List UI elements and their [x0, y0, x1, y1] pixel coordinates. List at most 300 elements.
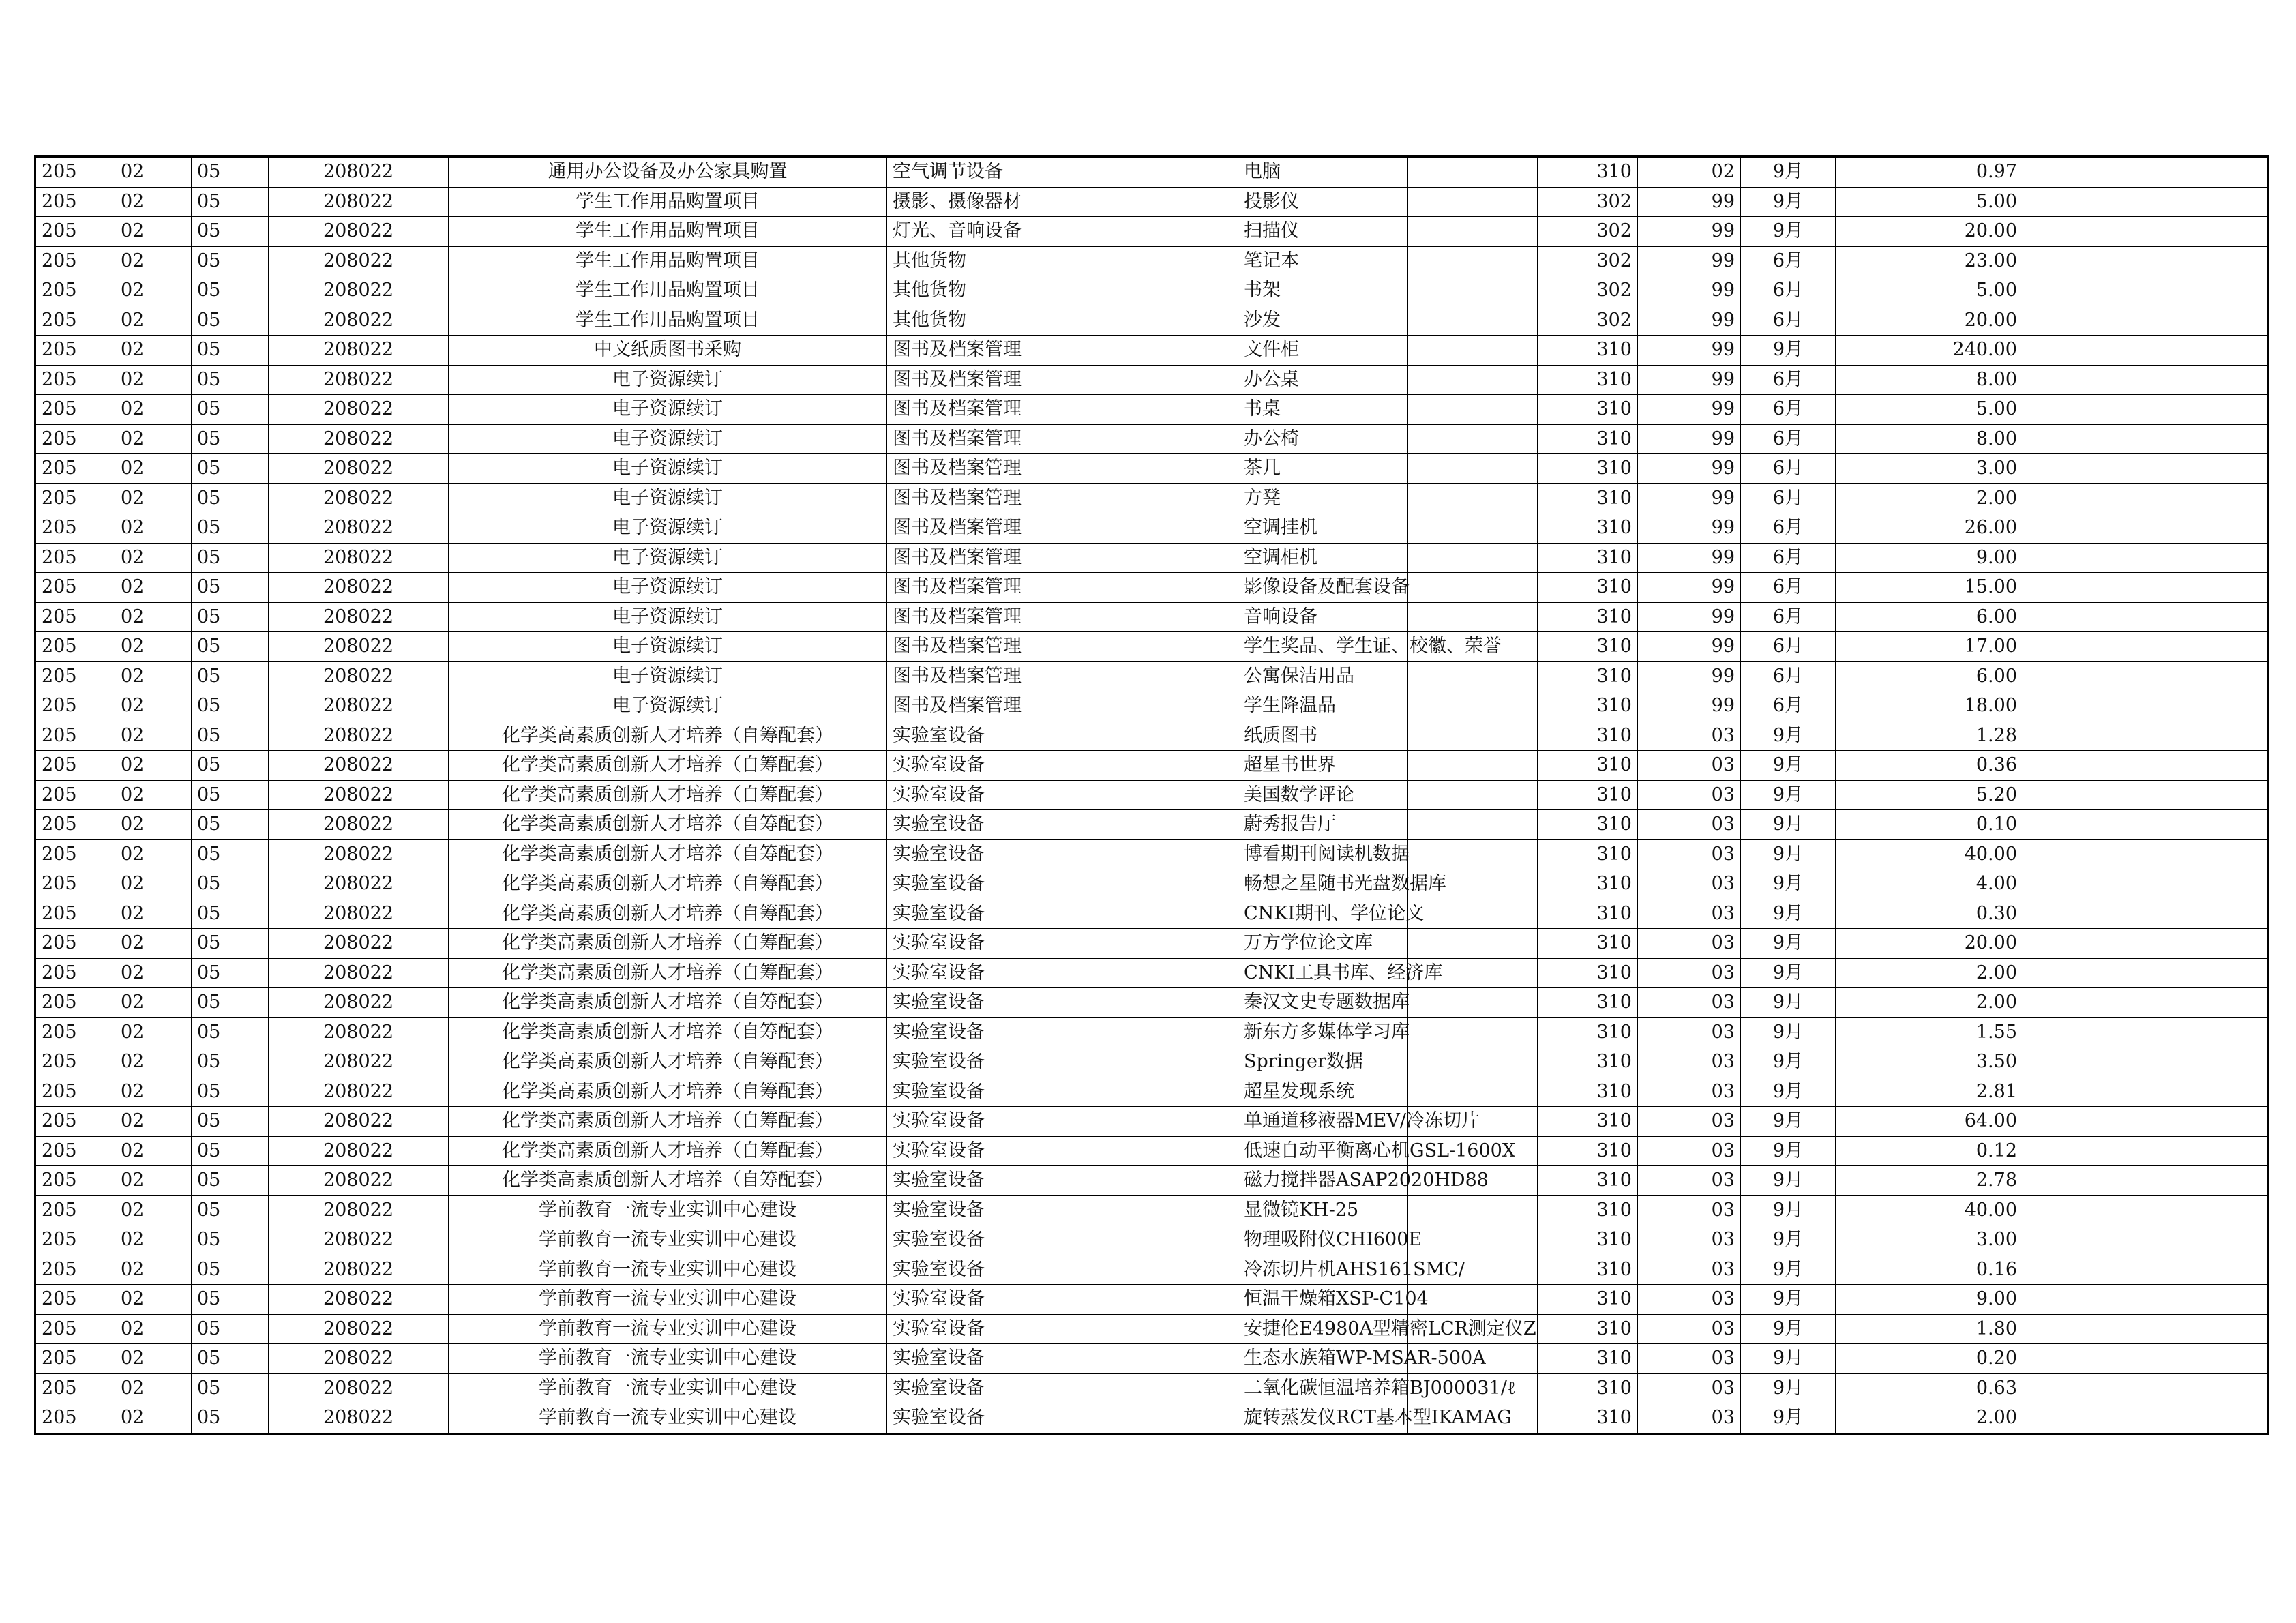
table-row: [35, 602, 2269, 632]
cell-procurement-category: 空气调节设备: [887, 157, 1088, 188]
table-row: [35, 217, 2269, 247]
cell-economic-code: 310: [1538, 721, 1638, 751]
cell-section-code: 02: [115, 454, 192, 484]
cell-economic-code: 302: [1538, 276, 1638, 306]
cell-procurement-category: 图书及档案管理: [887, 543, 1088, 573]
cell-empty: [2023, 1017, 2269, 1047]
cell-month: 9月: [1741, 157, 1836, 188]
cell-procurement-category: 实验室设备: [887, 780, 1088, 810]
cell-month: 9月: [1741, 929, 1836, 959]
cell-month: 9月: [1741, 899, 1836, 929]
cell-function-code: 208022: [269, 157, 449, 188]
cell-economic-code: 310: [1538, 602, 1638, 632]
cell-class-code: 205: [35, 276, 115, 306]
cell-procurement-category: 图书及档案管理: [887, 513, 1088, 544]
cell-amount: 4.00: [1836, 869, 2023, 899]
cell-item-code: 05: [192, 543, 269, 573]
cell-function-code: 208022: [269, 1285, 449, 1315]
cell-sub-code: 03: [1638, 1136, 1741, 1166]
cell-function-code: 208022: [269, 899, 449, 929]
cell-class-code: 205: [35, 602, 115, 632]
cell-empty: [1408, 839, 1538, 869]
cell-economic-code: 310: [1538, 543, 1638, 573]
cell-sub-code: 03: [1638, 1314, 1741, 1344]
cell-empty: [1088, 632, 1238, 662]
cell-section-code: 02: [115, 1195, 192, 1225]
budget-table: [34, 155, 2269, 1435]
cell-function-code: 208022: [269, 751, 449, 781]
cell-economic-code: 310: [1538, 1166, 1638, 1196]
cell-item-name: 畅想之星随书光盘数据库: [1238, 869, 1408, 899]
cell-function-code: 208022: [269, 395, 449, 425]
cell-function-code: 208022: [269, 929, 449, 959]
table-row: [35, 988, 2269, 1018]
cell-procurement-category: 实验室设备: [887, 1166, 1088, 1196]
cell-empty: [1088, 810, 1238, 840]
cell-class-code: 205: [35, 1373, 115, 1403]
cell-item-code: 05: [192, 1017, 269, 1047]
cell-project-name: 电子资源续订: [449, 395, 887, 425]
cell-procurement-category: 实验室设备: [887, 839, 1088, 869]
table-row: [35, 1255, 2269, 1285]
cell-empty: [1088, 483, 1238, 513]
cell-item-name: 书桌: [1238, 395, 1408, 425]
table-row: [35, 395, 2269, 425]
cell-project-name: 电子资源续订: [449, 573, 887, 603]
cell-empty: [2023, 513, 2269, 544]
cell-procurement-category: 实验室设备: [887, 1195, 1088, 1225]
cell-class-code: 205: [35, 988, 115, 1018]
cell-item-name: 纸质图书: [1238, 721, 1408, 751]
cell-item-code: 05: [192, 424, 269, 454]
cell-amount: 1.28: [1836, 721, 2023, 751]
cell-empty: [2023, 1195, 2269, 1225]
cell-section-code: 02: [115, 929, 192, 959]
cell-procurement-category: 实验室设备: [887, 1285, 1088, 1315]
cell-item-name: 二氧化碳恒温培养箱BJ000031/ℓ: [1238, 1373, 1408, 1403]
table-row: [35, 899, 2269, 929]
cell-item-name: 公寓保洁用品: [1238, 661, 1408, 691]
cell-item-code: 05: [192, 988, 269, 1018]
cell-class-code: 205: [35, 246, 115, 276]
cell-class-code: 205: [35, 1017, 115, 1047]
cell-empty: [1408, 1047, 1538, 1077]
cell-procurement-category: 图书及档案管理: [887, 602, 1088, 632]
cell-item-name: 磁力搅拌器ASAP2020HD88: [1238, 1166, 1408, 1196]
cell-function-code: 208022: [269, 187, 449, 217]
cell-empty: [2023, 276, 2269, 306]
cell-month: 9月: [1741, 1166, 1836, 1196]
cell-economic-code: 310: [1538, 1077, 1638, 1107]
table-row: [35, 810, 2269, 840]
cell-month: 9月: [1741, 1136, 1836, 1166]
cell-class-code: 205: [35, 187, 115, 217]
cell-sub-code: 03: [1638, 1225, 1741, 1255]
cell-sub-code: 03: [1638, 1195, 1741, 1225]
cell-empty: [1408, 988, 1538, 1018]
table-body: [35, 157, 2269, 1434]
cell-empty: [1088, 721, 1238, 751]
cell-month: 6月: [1741, 424, 1836, 454]
cell-item-code: 05: [192, 602, 269, 632]
cell-function-code: 208022: [269, 1077, 449, 1107]
cell-empty: [1088, 1255, 1238, 1285]
cell-item-code: 05: [192, 1195, 269, 1225]
cell-section-code: 02: [115, 1344, 192, 1374]
table-row: [35, 1047, 2269, 1077]
cell-empty: [2023, 751, 2269, 781]
cell-sub-code: 02: [1638, 157, 1741, 188]
cell-empty: [1408, 721, 1538, 751]
cell-month: 6月: [1741, 543, 1836, 573]
cell-empty: [1088, 1403, 1238, 1434]
table-row: [35, 157, 2269, 188]
cell-section-code: 02: [115, 157, 192, 188]
cell-empty: [1408, 751, 1538, 781]
cell-function-code: 208022: [269, 365, 449, 395]
cell-empty: [2023, 454, 2269, 484]
cell-month: 9月: [1741, 1017, 1836, 1047]
cell-amount: 18.00: [1836, 691, 2023, 721]
cell-item-name: 生态水族箱WP-MSAR-500A: [1238, 1344, 1408, 1374]
cell-function-code: 208022: [269, 1136, 449, 1166]
cell-section-code: 02: [115, 810, 192, 840]
cell-class-code: 205: [35, 1344, 115, 1374]
cell-empty: [1088, 691, 1238, 721]
cell-item-name: 扫描仪: [1238, 217, 1408, 247]
cell-sub-code: 99: [1638, 306, 1741, 336]
cell-procurement-category: 图书及档案管理: [887, 454, 1088, 484]
cell-economic-code: 310: [1538, 1403, 1638, 1434]
table-row: [35, 929, 2269, 959]
cell-function-code: 208022: [269, 1255, 449, 1285]
cell-item-name: 超星发现系统: [1238, 1077, 1408, 1107]
cell-class-code: 205: [35, 306, 115, 336]
cell-item-name: 笔记本: [1238, 246, 1408, 276]
cell-sub-code: 99: [1638, 602, 1741, 632]
cell-section-code: 02: [115, 513, 192, 544]
cell-month: 6月: [1741, 454, 1836, 484]
cell-item-code: 05: [192, 1077, 269, 1107]
cell-class-code: 205: [35, 1403, 115, 1434]
cell-section-code: 02: [115, 1314, 192, 1344]
cell-amount: 6.00: [1836, 661, 2023, 691]
cell-item-code: 05: [192, 780, 269, 810]
cell-amount: 8.00: [1836, 365, 2023, 395]
cell-section-code: 02: [115, 721, 192, 751]
cell-amount: 9.00: [1836, 1285, 2023, 1315]
cell-item-code: 05: [192, 1314, 269, 1344]
table-row: [35, 543, 2269, 573]
cell-sub-code: 99: [1638, 661, 1741, 691]
cell-empty: [1088, 1225, 1238, 1255]
cell-item-name: 单通道移液器MEV/冷冻切片: [1238, 1107, 1408, 1137]
cell-project-name: 电子资源续订: [449, 602, 887, 632]
cell-amount: 2.00: [1836, 483, 2023, 513]
cell-sub-code: 03: [1638, 1285, 1741, 1315]
cell-item-code: 05: [192, 1255, 269, 1285]
table-row: [35, 780, 2269, 810]
cell-sub-code: 03: [1638, 1255, 1741, 1285]
cell-section-code: 02: [115, 839, 192, 869]
cell-empty: [1408, 246, 1538, 276]
cell-economic-code: 310: [1538, 365, 1638, 395]
cell-project-name: 学前教育一流专业实训中心建设: [449, 1285, 887, 1315]
cell-month: 9月: [1741, 1047, 1836, 1077]
cell-class-code: 205: [35, 691, 115, 721]
cell-empty: [2023, 365, 2269, 395]
cell-amount: 15.00: [1836, 573, 2023, 603]
cell-month: 9月: [1741, 751, 1836, 781]
cell-item-name: CNKI工具书库、经济库: [1238, 958, 1408, 988]
cell-class-code: 205: [35, 721, 115, 751]
cell-class-code: 205: [35, 1225, 115, 1255]
cell-economic-code: 310: [1538, 573, 1638, 603]
cell-amount: 2.78: [1836, 1166, 2023, 1196]
table-row: [35, 246, 2269, 276]
cell-procurement-category: 实验室设备: [887, 810, 1088, 840]
cell-section-code: 02: [115, 365, 192, 395]
cell-empty: [1088, 543, 1238, 573]
cell-empty: [2023, 632, 2269, 662]
cell-empty: [1088, 336, 1238, 366]
table-row: [35, 958, 2269, 988]
cell-amount: 9.00: [1836, 543, 2023, 573]
cell-function-code: 208022: [269, 424, 449, 454]
cell-empty: [1408, 543, 1538, 573]
cell-project-name: 电子资源续订: [449, 483, 887, 513]
cell-procurement-category: 实验室设备: [887, 869, 1088, 899]
cell-empty: [1088, 780, 1238, 810]
cell-item-name: 博看期刊阅读机数据: [1238, 839, 1408, 869]
cell-class-code: 205: [35, 483, 115, 513]
cell-sub-code: 03: [1638, 751, 1741, 781]
cell-economic-code: 310: [1538, 1195, 1638, 1225]
table-row: [35, 424, 2269, 454]
cell-empty: [2023, 988, 2269, 1018]
cell-procurement-category: 实验室设备: [887, 1225, 1088, 1255]
cell-month: 9月: [1741, 810, 1836, 840]
cell-economic-code: 310: [1538, 1314, 1638, 1344]
cell-function-code: 208022: [269, 336, 449, 366]
cell-empty: [1088, 1107, 1238, 1137]
cell-section-code: 02: [115, 1225, 192, 1255]
cell-project-name: 化学类高素质创新人才培养（自筹配套）: [449, 929, 887, 959]
cell-procurement-category: 实验室设备: [887, 1077, 1088, 1107]
cell-economic-code: 310: [1538, 513, 1638, 544]
cell-empty: [1408, 454, 1538, 484]
cell-sub-code: 99: [1638, 691, 1741, 721]
cell-item-code: 05: [192, 1136, 269, 1166]
table-row: [35, 1225, 2269, 1255]
cell-section-code: 02: [115, 336, 192, 366]
cell-empty: [1088, 424, 1238, 454]
table-row: [35, 187, 2269, 217]
cell-empty: [1408, 780, 1538, 810]
cell-empty: [1088, 1314, 1238, 1344]
cell-month: 9月: [1741, 1314, 1836, 1344]
cell-project-name: 化学类高素质创新人才培养（自筹配套）: [449, 1077, 887, 1107]
cell-sub-code: 99: [1638, 543, 1741, 573]
cell-function-code: 208022: [269, 1195, 449, 1225]
cell-item-name: 恒温干燥箱XSP-C104: [1238, 1285, 1408, 1315]
cell-class-code: 205: [35, 1166, 115, 1196]
table-row: [35, 454, 2269, 484]
cell-month: 6月: [1741, 306, 1836, 336]
cell-project-name: 化学类高素质创新人才培养（自筹配套）: [449, 751, 887, 781]
table-row: [35, 365, 2269, 395]
cell-empty: [1408, 276, 1538, 306]
cell-empty: [2023, 395, 2269, 425]
cell-function-code: 208022: [269, 1017, 449, 1047]
cell-item-name: 蔚秀报告厅: [1238, 810, 1408, 840]
cell-empty: [1088, 1166, 1238, 1196]
cell-month: 9月: [1741, 869, 1836, 899]
cell-project-name: 学生工作用品购置项目: [449, 217, 887, 247]
cell-section-code: 02: [115, 1255, 192, 1285]
cell-item-code: 05: [192, 276, 269, 306]
cell-procurement-category: 实验室设备: [887, 958, 1088, 988]
cell-item-name: 办公椅: [1238, 424, 1408, 454]
table-row: [35, 1344, 2269, 1374]
cell-item-code: 05: [192, 1107, 269, 1137]
cell-empty: [1088, 306, 1238, 336]
cell-empty: [2023, 336, 2269, 366]
cell-month: 6月: [1741, 365, 1836, 395]
cell-month: 9月: [1741, 1285, 1836, 1315]
cell-empty: [2023, 810, 2269, 840]
cell-amount: 6.00: [1836, 602, 2023, 632]
cell-project-name: 中文纸质图书采购: [449, 336, 887, 366]
cell-procurement-category: 图书及档案管理: [887, 632, 1088, 662]
cell-empty: [2023, 839, 2269, 869]
cell-function-code: 208022: [269, 483, 449, 513]
cell-amount: 0.20: [1836, 1344, 2023, 1374]
cell-economic-code: 310: [1538, 1285, 1638, 1315]
cell-empty: [2023, 721, 2269, 751]
cell-sub-code: 99: [1638, 454, 1741, 484]
cell-month: 6月: [1741, 602, 1836, 632]
cell-month: 6月: [1741, 513, 1836, 544]
cell-item-code: 05: [192, 483, 269, 513]
cell-procurement-category: 实验室设备: [887, 929, 1088, 959]
cell-item-name: 万方学位论文库: [1238, 929, 1408, 959]
cell-procurement-category: 摄影、摄像器材: [887, 187, 1088, 217]
cell-item-name: 沙发: [1238, 306, 1408, 336]
cell-sub-code: 99: [1638, 513, 1741, 544]
cell-amount: 23.00: [1836, 246, 2023, 276]
table-row: [35, 1136, 2269, 1166]
cell-function-code: 208022: [269, 958, 449, 988]
cell-empty: [1408, 1225, 1538, 1255]
cell-month: 6月: [1741, 691, 1836, 721]
cell-function-code: 208022: [269, 661, 449, 691]
table-row: [35, 1403, 2269, 1434]
cell-economic-code: 302: [1538, 246, 1638, 276]
cell-procurement-category: 实验室设备: [887, 751, 1088, 781]
cell-section-code: 02: [115, 1077, 192, 1107]
cell-amount: 5.00: [1836, 395, 2023, 425]
cell-item-name: 冷冻切片机AHS161SMC/: [1238, 1255, 1408, 1285]
cell-amount: 20.00: [1836, 217, 2023, 247]
cell-empty: [1088, 573, 1238, 603]
cell-empty: [2023, 483, 2269, 513]
cell-section-code: 02: [115, 217, 192, 247]
cell-sub-code: 99: [1638, 246, 1741, 276]
cell-amount: 3.00: [1836, 1225, 2023, 1255]
cell-item-name: 办公桌: [1238, 365, 1408, 395]
cell-month: 9月: [1741, 217, 1836, 247]
cell-section-code: 02: [115, 1285, 192, 1315]
cell-month: 6月: [1741, 276, 1836, 306]
cell-project-name: 电子资源续订: [449, 513, 887, 544]
cell-section-code: 02: [115, 602, 192, 632]
cell-item-name: CNKI期刊、学位论文: [1238, 899, 1408, 929]
cell-function-code: 208022: [269, 513, 449, 544]
cell-class-code: 205: [35, 365, 115, 395]
cell-item-name: 电脑: [1238, 157, 1408, 188]
cell-section-code: 02: [115, 424, 192, 454]
cell-section-code: 02: [115, 780, 192, 810]
cell-economic-code: 310: [1538, 899, 1638, 929]
cell-empty: [1088, 988, 1238, 1018]
cell-item-code: 05: [192, 573, 269, 603]
cell-class-code: 205: [35, 780, 115, 810]
cell-item-code: 05: [192, 1373, 269, 1403]
cell-empty: [1088, 276, 1238, 306]
cell-economic-code: 310: [1538, 869, 1638, 899]
table-row: [35, 306, 2269, 336]
cell-item-code: 05: [192, 454, 269, 484]
cell-empty: [1088, 1077, 1238, 1107]
cell-section-code: 02: [115, 1107, 192, 1137]
cell-section-code: 02: [115, 276, 192, 306]
cell-item-code: 05: [192, 187, 269, 217]
cell-project-name: 学前教育一流专业实训中心建设: [449, 1373, 887, 1403]
cell-amount: 240.00: [1836, 336, 2023, 366]
cell-month: 9月: [1741, 336, 1836, 366]
cell-empty: [1408, 929, 1538, 959]
cell-empty: [1088, 187, 1238, 217]
cell-function-code: 208022: [269, 1047, 449, 1077]
cell-project-name: 化学类高素质创新人才培养（自筹配套）: [449, 1136, 887, 1166]
cell-month: 9月: [1741, 958, 1836, 988]
cell-item-code: 05: [192, 869, 269, 899]
cell-project-name: 学前教育一流专业实训中心建设: [449, 1195, 887, 1225]
cell-empty: [1408, 1017, 1538, 1047]
cell-empty: [1088, 1285, 1238, 1315]
cell-empty: [1408, 306, 1538, 336]
cell-amount: 0.12: [1836, 1136, 2023, 1166]
cell-sub-code: 03: [1638, 1077, 1741, 1107]
cell-empty: [2023, 1344, 2269, 1374]
cell-empty: [2023, 1107, 2269, 1137]
cell-economic-code: 310: [1538, 988, 1638, 1018]
cell-sub-code: 99: [1638, 217, 1741, 247]
cell-item-name: Springer数据: [1238, 1047, 1408, 1077]
cell-economic-code: 310: [1538, 1107, 1638, 1137]
cell-procurement-category: 实验室设备: [887, 1314, 1088, 1344]
cell-item-code: 05: [192, 1166, 269, 1196]
table-row: [35, 1314, 2269, 1344]
cell-empty: [2023, 958, 2269, 988]
cell-item-code: 05: [192, 306, 269, 336]
table-row: [35, 1077, 2269, 1107]
cell-month: 9月: [1741, 988, 1836, 1018]
cell-item-code: 05: [192, 721, 269, 751]
cell-function-code: 208022: [269, 691, 449, 721]
cell-empty: [1408, 513, 1538, 544]
